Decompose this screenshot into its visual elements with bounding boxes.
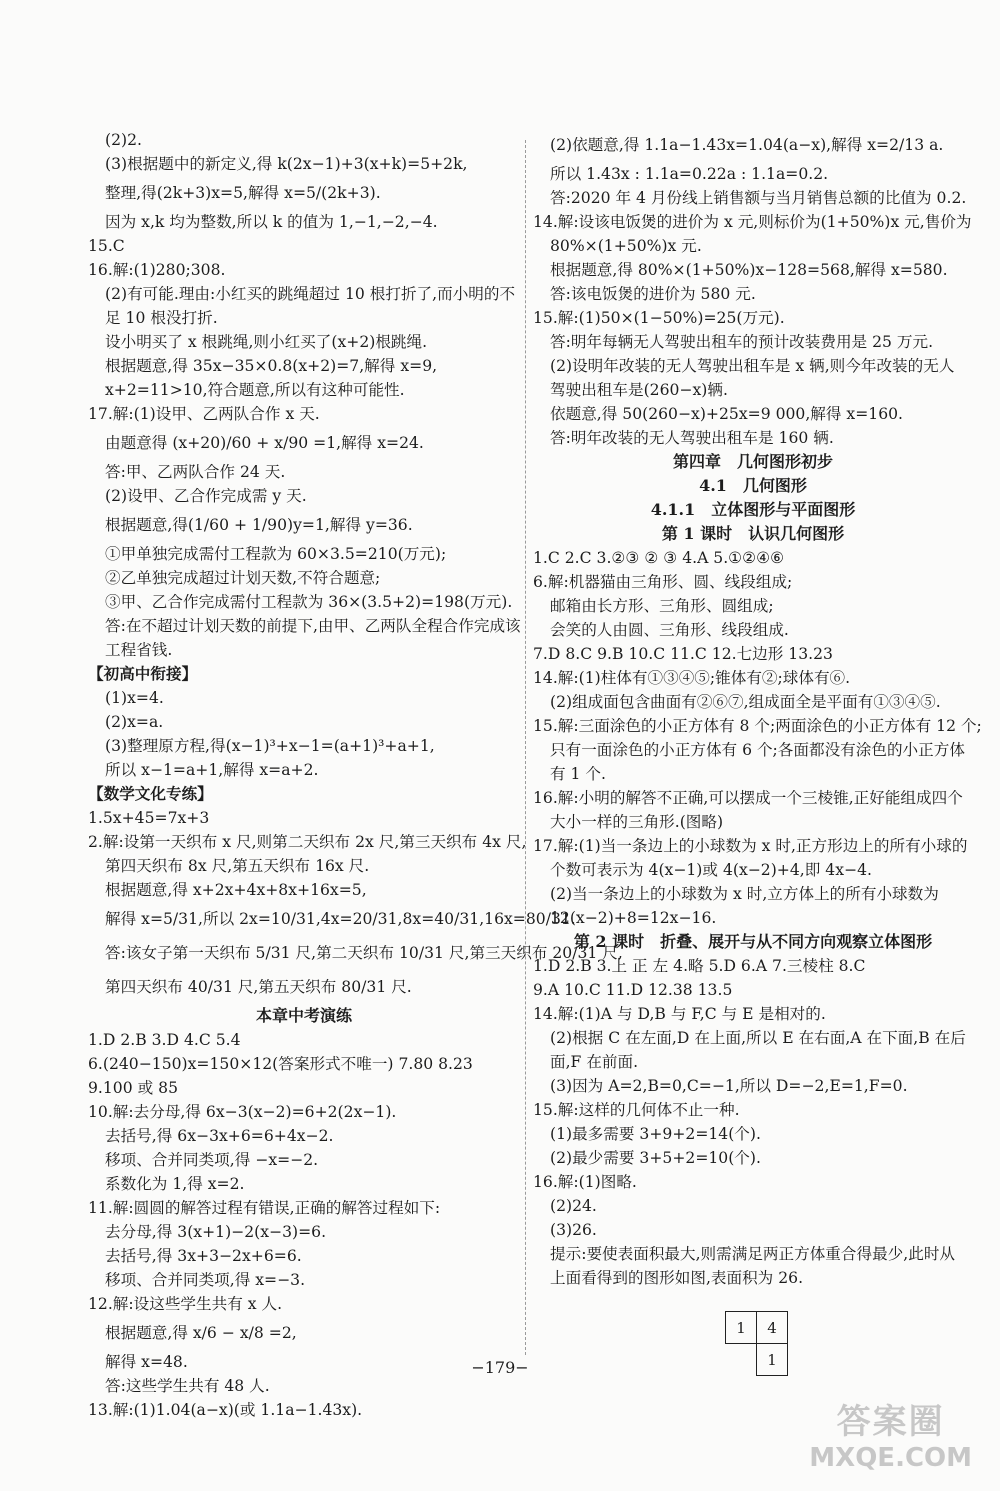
answer-line: 9.100 或 85 [88,1079,178,1097]
answer-line: (3)因为 A=2,B=0,C=−1,所以 D=−2,E=1,F=0. [550,1077,908,1095]
right-column [533,128,982,1290]
section-heading: 4.1.1 立体图形与平面图形 [650,500,856,519]
answer-line: (3)26. [550,1221,597,1239]
answer-line: 6.解:机器猫由三角形、圆、线段组成; [533,573,793,591]
answer-line: 12.解:设这些学生共有 x 人. [88,1295,283,1313]
answer-line: 根据题意,得(1/60 + 1/90)y=1,解得 y=36. [105,516,413,534]
answer-line: 14.解:(1)柱体有①③④⑤;锥体有②;球体有⑥. [533,669,851,687]
answer-line: 答:这些学生共有 48 人. [105,1377,270,1395]
answer-line: 依题意,得 50(260−x)+25x=9 000,解得 x=160. [550,405,904,423]
answer-line: 1.D 2.B 3.D 4.C 5.4 [88,1031,241,1049]
answer-line: 12(x−2)+8=12x−16. [550,909,717,927]
answer-line: 因为 x,k 均为整数,所以 k 的值为 1,−1,−2,−4. [105,213,438,231]
answer-line: 工程省钱. [105,641,173,659]
answer-line: 根据题意,得 80%×(1+50%)x−128=568,解得 x=580. [550,261,948,279]
watermark-bottom: MXQE.COM [809,1443,972,1473]
answer-line: 大小一样的三角形.(图略) [550,813,724,831]
answer-line: 答:2020 年 4 月份线上销售额与当月销售总额的比值为 0.2. [550,189,967,207]
answer-line: ②乙单独完成超过计划天数,不符合题意; [105,569,381,587]
watermark-top: 答案圈 [836,1402,945,1442]
figure-cell: 1 [726,1312,757,1344]
answer-line: (2)24. [550,1197,597,1215]
section-heading: 第 2 课时 折叠、展开与从不同方向观察立体图形 [573,932,933,951]
answer-line: 有 1 个. [550,765,606,783]
answer-line: 1.C 2.C 3.②③ ② ③ 4.A 5.①②④⑥ [533,549,785,567]
answer-line: 7.D 8.C 9.B 10.C 11.C 12.七边形 13.23 [533,645,833,663]
section-heading: 第 1 课时 认识几何图形 [661,524,845,543]
answer-line: 答:明年每辆无人驾驶出租车的预计改装费用是 25 万元. [550,333,934,351]
page-number: −179− [471,1358,529,1377]
answer-line: 15.C [88,237,125,255]
answer-line: (2)依题意,得 1.1a−1.43x=1.04(a−x),解得 x=2/13 a. [550,136,944,154]
answer-line: 答:该女子第一天织布 5/31 尺,第二天织布 10/31 尺,第三天织布 20/31 尺, [105,944,623,962]
answer-line: 17.解:(1)设甲、乙两队合作 x 天. [88,405,320,423]
answer-line: 11.解:圆圆的解答过程有错误,正确的解答过程如下: [88,1199,441,1217]
answer-line: 答:在不超过计划天数的前提下,由甲、乙两队全程合作完成该 [105,617,521,635]
answer-line: (2)有可能.理由:小红买的跳绳超过 10 根打折了,而小明的不 [105,285,516,303]
answer-line: (2)根据 C 在左面,D 在上面,所以 E 在右面,A 在下面,B 在后 [550,1029,966,1047]
answer-line: 答:明年改装的无人驾驶出租车是 160 辆. [550,429,834,447]
answer-line: (1)最多需要 3+9+2=14(个). [550,1125,761,1143]
answer-line: 个数可表示为 4(x−1)或 4(x−2)+4,即 4x−4. [550,861,872,879]
answer-line: 驾驶出租车是(260−x)辆. [550,381,728,399]
answer-line: 16.解:(1)图略. [533,1173,637,1191]
answer-line: 由题意得 (x+20)/60 + x/90 =1,解得 x=24. [105,434,424,452]
section-heading: 第四章 几何图形初步 [672,452,833,471]
section-label: 【初高中衔接】 [88,664,198,683]
answer-line: 移项、合并同类项,得 −x=−2. [105,1151,319,1169]
answer-line: (2)组成面包含曲面有②⑥⑦,组成面全是平面有①③④⑤. [550,693,941,711]
answer-line: 16.解:小明的解答不正确,可以摆成一个三棱锥,正好能组成四个 [533,789,963,807]
answer-line: 14.解:设该电饭煲的进价为 x 元,则标价为(1+50%)x 元,售价为 [533,213,972,231]
answer-line: ①甲单独完成需付工程款为 60×3.5=210(万元); [105,545,447,563]
answer-line: 第四天织布 40/31 尺,第五天织布 80/31 尺. [105,978,412,996]
answer-line: (2)当一条边上的小球数为 x 时,立方体上的所有小球数为 [550,885,939,903]
answer-line: 第四天织布 8x 尺,第五天织布 16x 尺. [105,857,370,875]
answer-line: 解得 x=48. [105,1353,188,1371]
answer-line: 1.D 2.B 3.上 正 左 4.略 5.D 6.A 7.三棱柱 8.C [533,957,866,975]
answer-line: 设小明买了 x 根跳绳,则小红买了(x+2)根跳绳. [105,333,428,351]
answer-line: (2)最少需要 3+5+2=10(个). [550,1149,761,1167]
answer-line: 面,F 在前面. [550,1053,639,1071]
answer-line: 9.A 10.C 11.D 12.38 13.5 [533,981,733,999]
answer-line: (2)2. [105,131,142,149]
answer-line: 80%×(1+50%)x 元. [550,237,702,255]
answer-line: 整理,得(2k+3)x=5,解得 x=5/(2k+3). [105,184,381,202]
answer-line: (2)设甲、乙合作完成需 y 天. [105,487,307,505]
answer-line: 答:甲、乙两队合作 24 天. [105,463,286,481]
answer-line: 10.解:去分母,得 6x−3(x−2)=6+2(2x−1). [88,1103,397,1121]
answer-line: 2.解:设第一天织布 x 尺,则第二天织布 2x 尺,第三天织布 4x 尺, [88,833,527,851]
answer-line: 系数化为 1,得 x=2. [105,1175,245,1193]
answer-line: (2)x=a. [105,713,164,731]
answer-line: (3)根据题中的新定义,得 k(2x−1)+3(x+k)=5+2k, [105,155,468,173]
answer-line: 根据题意,得 x/6 − x/8 =2, [105,1324,297,1342]
answer-line: 6.(240−150)x=150×12(答案形式不唯一) 7.80 8.23 [88,1055,473,1073]
watermark-logo [809,1394,972,1473]
answer-line: 根据题意,得 35x−35×0.8(x+2)=7,解得 x=9, [105,357,438,375]
section-label: 【数学文化专练】 [88,784,213,803]
answer-line: 15.解:这样的几何体不止一种. [533,1101,740,1119]
answer-line: (2)设明年改装的无人驾驶出租车是 x 辆,则今年改装的无人 [550,357,955,375]
answer-line: 所以 1.43x : 1.1a=0.22a : 1.1a=0.2. [550,165,829,183]
answer-line: 足 10 根没打折. [105,309,218,327]
answer-line: 移项、合并同类项,得 x=−3. [105,1271,306,1289]
answer-line: 去括号,得 3x+3−2x+6=6. [105,1247,302,1265]
answer-line: 上面看得到的图形如图,表面积为 26. [550,1269,804,1287]
answer-line: (1)x=4. [105,689,164,707]
answer-line: 1.5x+45=7x+3 [88,809,210,827]
answer-line: 15.解:(1)50×(1−50%)=25(万元). [533,309,785,327]
answer-line: 去分母,得 3(x+1)−2(x−3)=6. [105,1223,327,1241]
answer-line: 会笑的人由圆、三角形、线段组成. [550,621,789,639]
answer-line: 所以 x−1=a+1,解得 x=a+2. [105,761,319,779]
answer-line: 根据题意,得 x+2x+4x+8x+16x=5, [105,881,367,899]
answer-line: 16.解:(1)280;308. [88,261,226,279]
answer-line: 邮箱由长方形、三角形、圆组成; [550,597,774,615]
answer-line: 提示:要使表面积最大,则需满足两正方体重合得最少,此时从 [550,1245,956,1263]
figure-cell: 1 [757,1344,788,1376]
answer-line: ③甲、乙合作完成需付工程款为 36×(3.5+2)=198(万元). [105,593,513,611]
answer-line: 答:该电饭煲的进价为 580 元. [550,285,756,303]
section-heading: 4.1 几何图形 [699,476,807,495]
answer-line: 17.解:(1)当一条边上的小球数为 x 时,正方形边上的所有小球的 [533,837,968,855]
answer-line: 去括号,得 6x−3x+6=6+4x−2. [105,1127,334,1145]
answer-line: (3)整理原方程,得(x−1)³+x−1=(a+1)³+a+1, [105,737,435,755]
answer-line: 解得 x=5/31,所以 2x=10/31,4x=20/31,8x=40/31,16x=80/31. [105,910,576,928]
answer-line: 15.解:三面涂色的小正方体有 8 个;两面涂色的小正方体有 12 个; [533,717,982,735]
column-divider [525,140,526,1355]
answer-line: 14.解:(1)A 与 D,B 与 F,C 与 E 是相对的. [533,1005,826,1023]
section-heading: 本章中考演练 [255,1006,352,1025]
figure-cell: 4 [757,1312,788,1344]
answer-line: x+2=11>10,符合题意,所以有这种可能性. [105,381,405,399]
answer-line: 13.解:(1)1.04(a−x)(或 1.1a−1.43x). [88,1401,363,1419]
answer-line: 只有一面涂色的小正方体有 6 个;各面都没有涂色的小正方体 [550,741,965,759]
